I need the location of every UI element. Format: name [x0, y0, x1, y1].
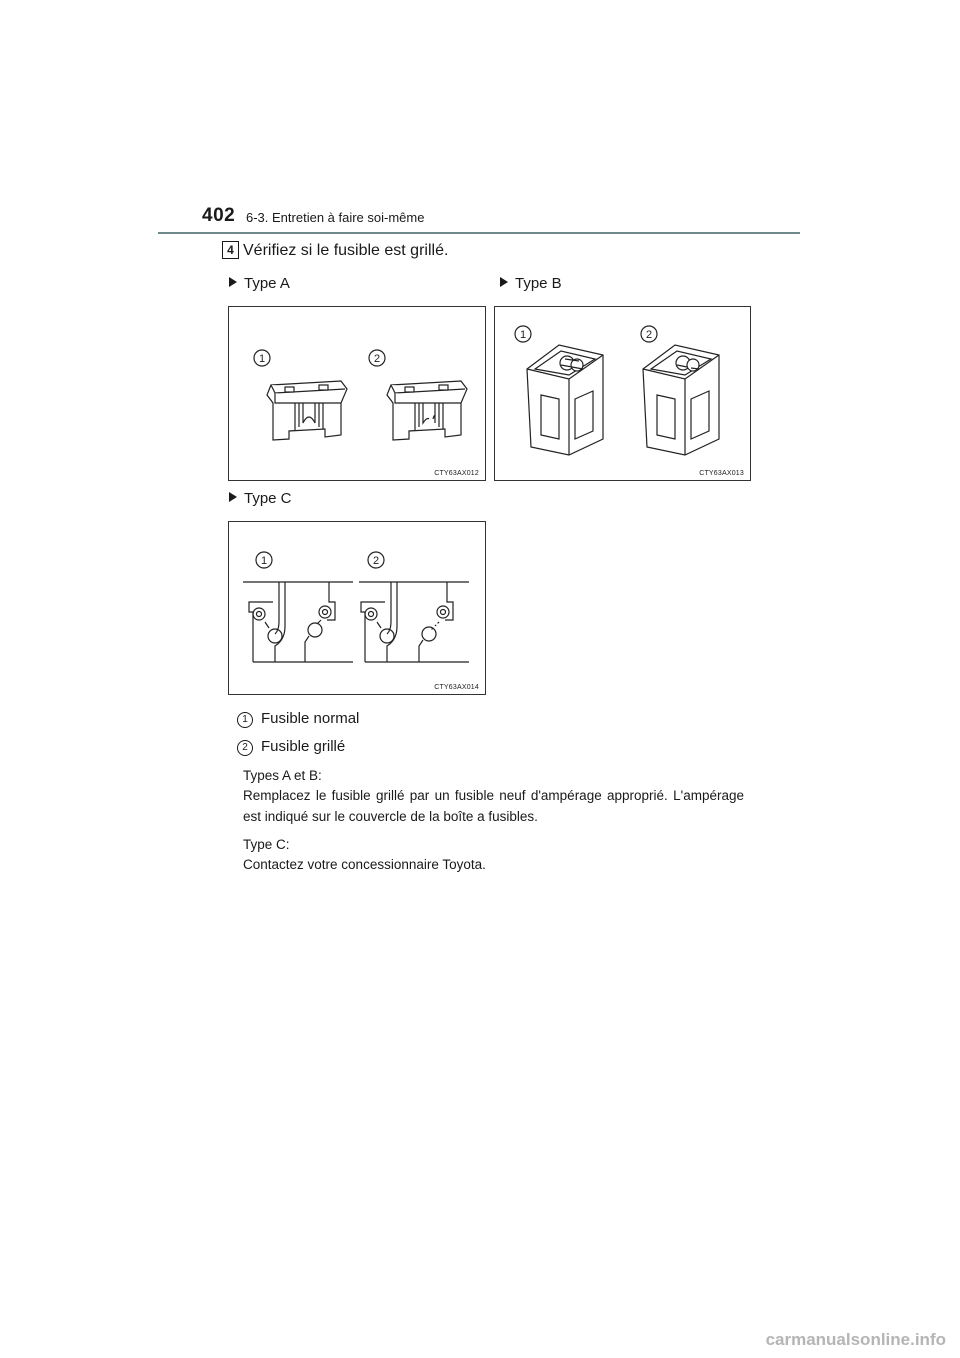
types-ab-text: Remplacez le fusible grillé par un fusible neuf d'ampérage approprié. L'ampérage est indiqué sur le couvercle de la boîte a fusibles. — [243, 788, 744, 824]
section-title: 6-3. Entretien à faire soi-même — [246, 210, 425, 225]
figure-code: CTY63AX014 — [434, 684, 479, 691]
watermark: carmanualsonline.info — [765, 1330, 946, 1349]
fusible-link-illustration — [229, 522, 487, 696]
type-b-label: Type B — [515, 275, 562, 292]
legend-item-normal — [237, 710, 359, 728]
page-number: 402 — [202, 205, 236, 226]
legend-text: Fusible grillé — [261, 738, 346, 755]
legend-text: Fusible normal — [261, 710, 360, 727]
type-c-note-text: Contactez votre concessionnaire Toyota. — [243, 857, 486, 872]
triangle-bullet-icon — [500, 277, 508, 287]
figure-type-b — [494, 306, 751, 481]
type-c-note-heading: Type C: — [243, 837, 290, 852]
header-rule — [158, 232, 800, 234]
legend-item-blown — [237, 738, 345, 756]
callout-2: 2 — [373, 353, 381, 365]
figure-code: CTY63AX013 — [699, 470, 744, 477]
legend-number: 1 — [237, 712, 253, 728]
type-b-heading — [500, 275, 562, 292]
figure-type-a — [228, 306, 486, 481]
figure-type-c — [228, 521, 486, 695]
callout-2: 2 — [372, 555, 380, 567]
cartridge-fuse-illustration — [495, 307, 752, 482]
legend-number: 2 — [237, 740, 253, 756]
step-instruction: Vérifiez si le fusible est grillé. — [243, 242, 449, 259]
triangle-bullet-icon — [229, 492, 237, 502]
callout-1: 1 — [519, 329, 527, 341]
triangle-bullet-icon — [229, 277, 237, 287]
blade-fuse-illustration — [229, 307, 487, 482]
type-c-label: Type C — [244, 490, 292, 507]
callout-2: 2 — [645, 329, 653, 341]
callout-1: 1 — [260, 555, 268, 567]
type-a-label: Type A — [244, 275, 290, 292]
type-a-heading — [229, 275, 290, 292]
types-ab-heading: Types A et B: — [243, 768, 322, 783]
type-c-heading — [229, 490, 292, 507]
figure-code: CTY63AX012 — [434, 470, 479, 477]
callout-1: 1 — [258, 353, 266, 365]
step-number-badge: 4 — [222, 241, 239, 259]
